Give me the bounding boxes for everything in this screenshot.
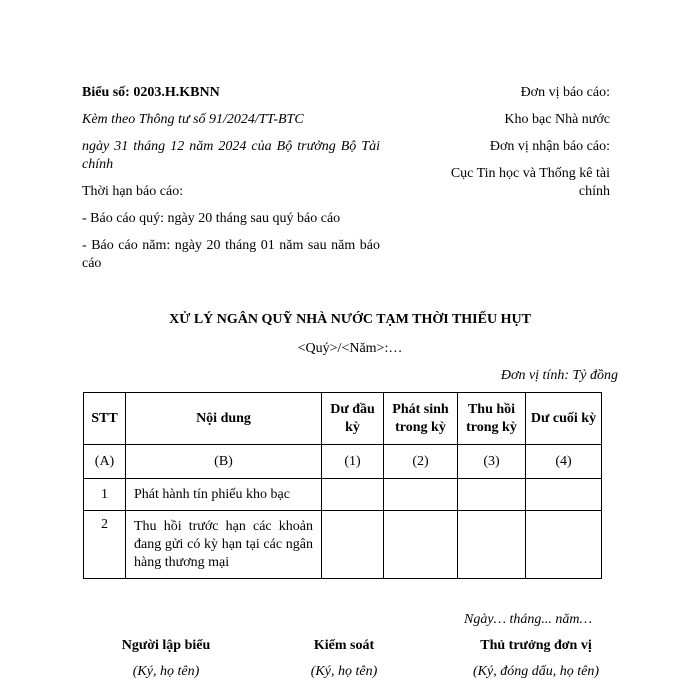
deadline-year: - Báo cáo năm: ngày 20 tháng 01 năm sau năm báo cáo <box>82 238 380 271</box>
controller-title: Kiểm soát <box>313 638 375 653</box>
report-title: XỬ LÝ NGÂN QUỸ NHÀ NƯỚC TẠM THỜI THIẾU HỤT <box>169 312 531 327</box>
row-cell <box>384 479 458 511</box>
receiving-unit: Cục Tin học và Thống kê tài chính <box>450 166 610 199</box>
header-left <box>82 84 380 273</box>
row-cell <box>384 511 458 579</box>
row-content: Thu hồi trước hạn các khoản đang gửi có kỳ hạn tại các ngân hàng thương mại <box>126 511 322 579</box>
reporting-unit: Kho bạc Nhà nước <box>504 112 610 127</box>
header-content: Nội dung <box>126 393 322 445</box>
receiving-unit-label: Đơn vị nhận báo cáo: <box>489 139 610 154</box>
row-cell <box>458 479 526 511</box>
table-code-row <box>84 445 602 479</box>
row-cell <box>526 479 602 511</box>
header-stt: STT <box>84 393 126 445</box>
row-cell <box>322 479 384 511</box>
deadline-label: Thời hạn báo cáo: <box>82 184 184 199</box>
header-closing-balance: Dư cuối kỳ <box>526 393 602 445</box>
circular-date: ngày 31 tháng 12 năm 2024 của Bộ trưởng Bộ Tài chính <box>82 139 380 172</box>
row-cell <box>458 511 526 579</box>
report-table <box>83 392 602 579</box>
code-b: (B) <box>126 445 322 479</box>
code-4: (4) <box>526 445 602 479</box>
row-content: Phát hành tín phiếu kho bạc <box>126 479 322 511</box>
row-cell <box>322 511 384 579</box>
table-header-row <box>84 393 602 445</box>
deadline-quarter: - Báo cáo quý: ngày 20 tháng sau quý báo cáo <box>82 211 341 226</box>
report-period: <Quý>/<Năm>:… <box>297 341 403 356</box>
table-row <box>84 479 602 511</box>
header-arising: Phát sinh trong kỳ <box>384 393 458 445</box>
attached-circular: Kèm theo Thông tư số 91/2024/TT-BTC <box>82 112 304 127</box>
code-1: (1) <box>322 445 384 479</box>
row-cell <box>526 511 602 579</box>
row-stt: 2 <box>84 511 126 579</box>
head-of-unit-note: (Ký, đóng dấu, họ tên) <box>473 664 599 679</box>
preparer-title: Người lập biểu <box>121 638 211 653</box>
reporting-unit-label: Đơn vị báo cáo: <box>520 85 610 100</box>
header-opening-balance: Dư đầu kỳ <box>322 393 384 445</box>
unit-of-measure: Đơn vị tính: Tỷ đồng <box>500 368 618 383</box>
header-right <box>420 84 610 201</box>
preparer-note: (Ký, họ tên) <box>132 664 200 679</box>
head-of-unit-title: Thủ trưởng đơn vị <box>480 638 592 653</box>
controller-note: (Ký, họ tên) <box>310 664 378 679</box>
code-3: (3) <box>458 445 526 479</box>
code-2: (2) <box>384 445 458 479</box>
code-a: (A) <box>84 445 126 479</box>
table-row <box>84 511 602 579</box>
form-number: Biểu số: 0203.H.KBNN <box>82 85 220 100</box>
header-recovered: Thu hồi trong kỳ <box>458 393 526 445</box>
row-stt: 1 <box>84 479 126 511</box>
sign-date: Ngày… tháng... năm… <box>464 612 592 627</box>
